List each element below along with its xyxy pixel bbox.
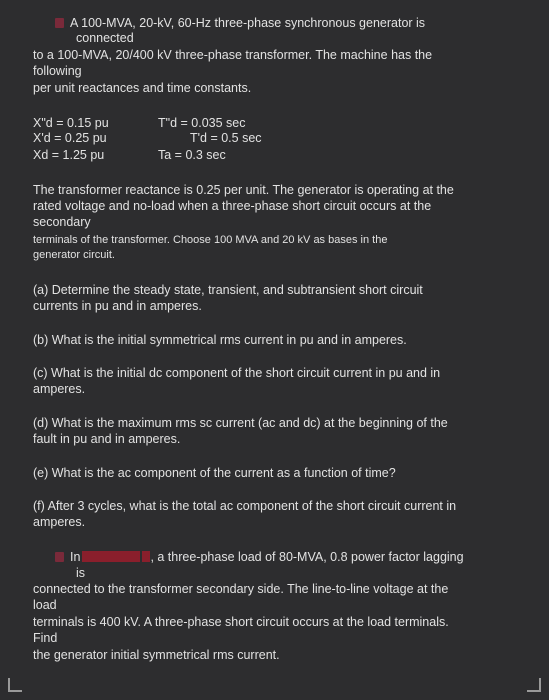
- param-ta: Ta = 0.3 sec: [158, 148, 226, 162]
- transformer-line5: generator circuit.: [33, 249, 115, 261]
- problem-marker-icon: [55, 18, 64, 28]
- question-c-line2: amperes.: [33, 382, 86, 396]
- problem1-line2: connected: [76, 31, 134, 45]
- question-a-line1: (a) Determine the steady state, transient, and subtransient short circuit: [33, 283, 423, 297]
- question-b: (b) What is the initial symmetrical rms current in pu and in amperes.: [33, 333, 407, 347]
- problem2-line3: connected to the transformer secondary side. The line-to-line voltage at the: [33, 582, 449, 596]
- problem2-line5: terminals is 400 kV. A three-phase short circuit occurs at the load terminals.: [33, 615, 449, 629]
- question-c-line1: (c) What is the initial dc component of the short circuit current in pu and in: [33, 366, 441, 380]
- question-a-line2: currents in pu and in amperes.: [33, 299, 202, 313]
- problem2-line4: load: [33, 598, 57, 612]
- problem1-line4: following: [33, 64, 82, 78]
- question-d-line1: (d) What is the maximum rms sc current (ac and dc) at the beginning of the: [33, 416, 448, 430]
- problem-marker-icon: [55, 552, 64, 562]
- question-d-line2: fault in pu and in amperes.: [33, 432, 181, 446]
- question-e: (e) What is the ac component of the current as a function of time?: [33, 466, 396, 480]
- param-xd-transient: X'd = 0.25 pu: [33, 131, 107, 145]
- param-td-subtransient: T"d = 0.035 sec: [158, 116, 246, 130]
- param-xd-subtransient: X"d = 0.15 pu: [33, 116, 109, 130]
- problem2-line2: is: [76, 566, 86, 580]
- problem1-line5: per unit reactances and time constants.: [33, 81, 252, 95]
- problem2-line6: Find: [33, 631, 58, 645]
- transformer-line3: secondary: [33, 215, 91, 229]
- crop-corner-bottom-right: [527, 678, 541, 692]
- transformer-line2: rated voltage and no-load when a three-phase short circuit occurs at the: [33, 199, 432, 213]
- problem2-line7: the generator initial symmetrical rms current.: [33, 648, 280, 662]
- transformer-line4: terminals of the transformer. Choose 100 MVA and 20 kV as bases in the: [33, 234, 388, 246]
- param-td-transient: T'd = 0.5 sec: [190, 131, 262, 145]
- redaction-mark: [82, 551, 140, 562]
- problem1-line1: A 100-MVA, 20-kV, 60-Hz three-phase synchronous generator is: [55, 16, 425, 31]
- question-f-line1: (f) After 3 cycles, what is the total ac component of the short circuit current in: [33, 499, 457, 513]
- crop-corner-bottom-left: [8, 678, 22, 692]
- problem1-line3: to a 100-MVA, 20/400 kV three-phase transformer. The machine has the: [33, 48, 433, 62]
- transformer-line1: The transformer reactance is 0.25 per unit. The generator is operating at the: [33, 183, 454, 197]
- problem2-line1: In , a three-phase load of 80-MVA, 0.8 power factor lagging: [55, 550, 464, 565]
- param-xd-steady: Xd = 1.25 pu: [33, 148, 105, 162]
- question-f-line2: amperes.: [33, 515, 86, 529]
